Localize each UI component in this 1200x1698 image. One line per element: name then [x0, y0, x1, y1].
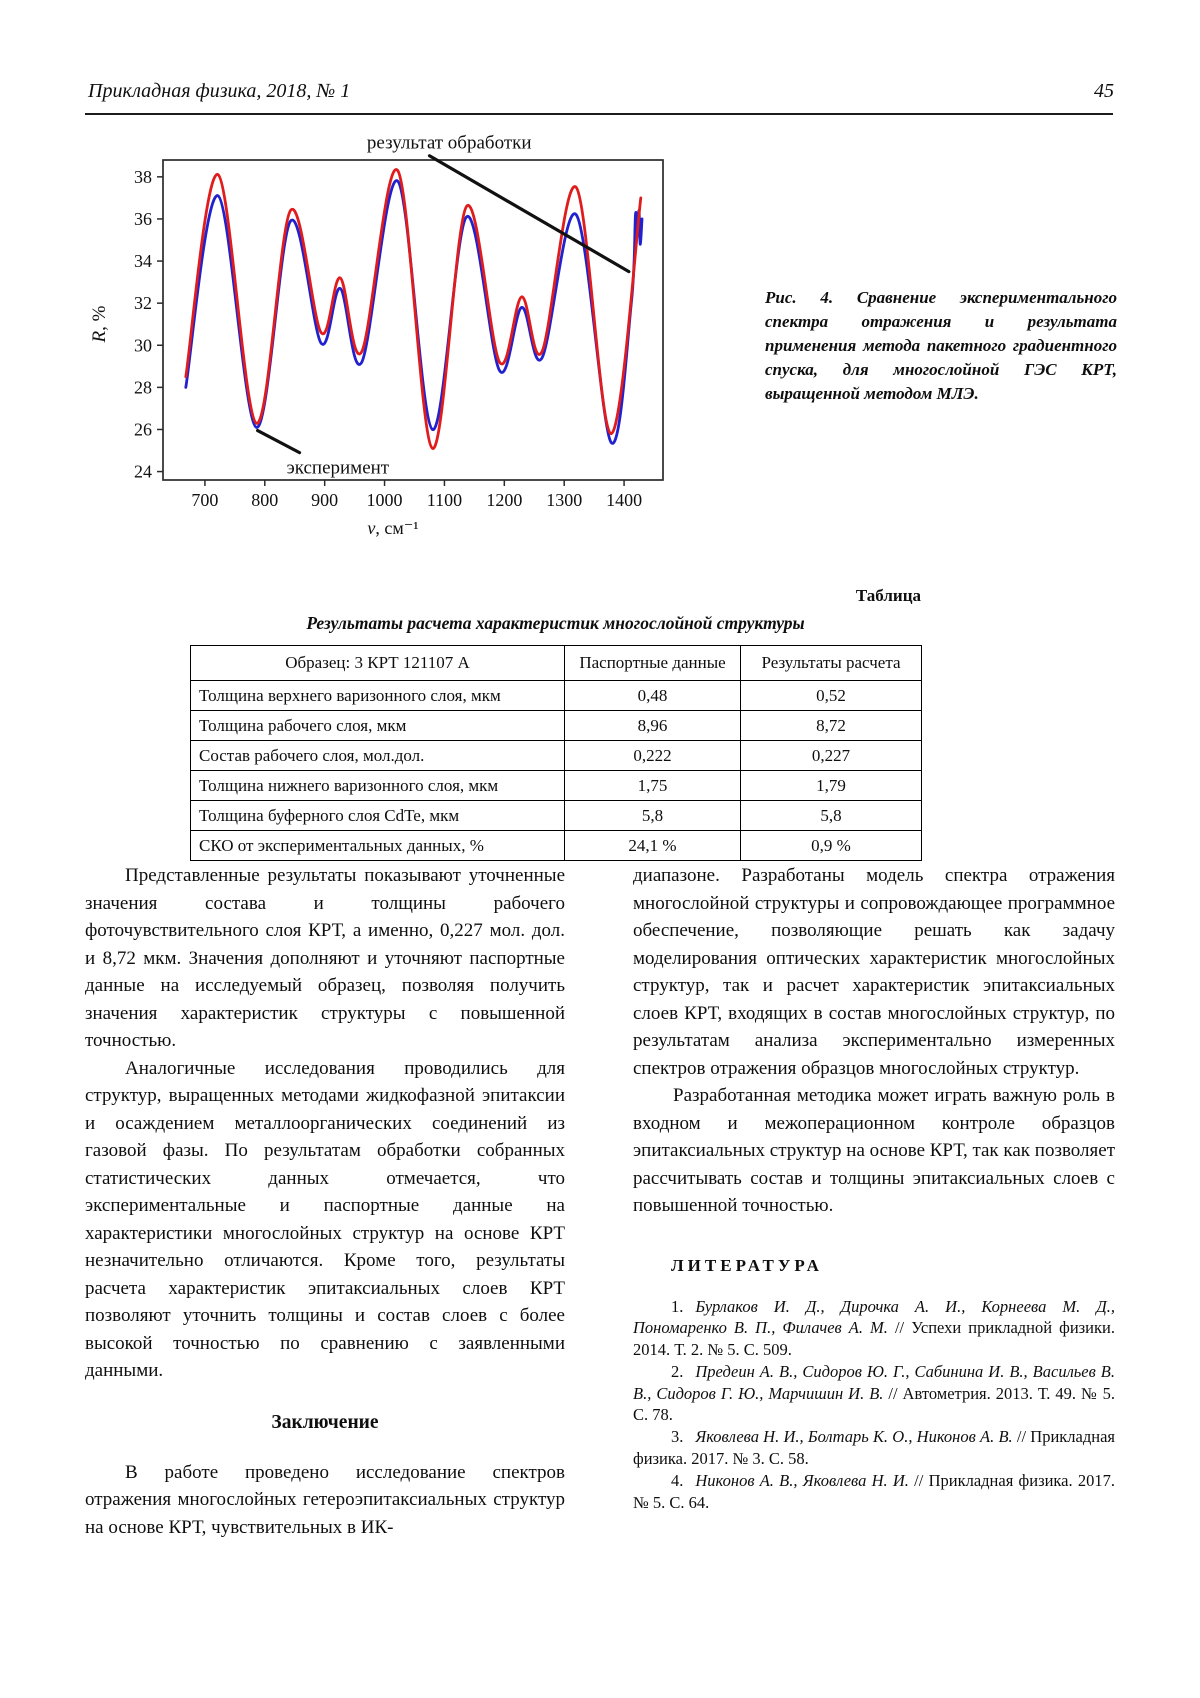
figure-caption: Рис. 4. Сравнение экспериментального спектра отражения и результата применения метода пакетного градиентного спуска, для многослойной ГЭС КРТ, выращенной методом МЛЭ.: [765, 288, 1117, 403]
row-value: 1,75: [565, 771, 741, 801]
y-tick-label: 24: [134, 461, 152, 482]
paragraph: диапазоне. Разработаны модель спектра отражения многослойной структуры и сопровождающее программное обеспечение, позволяющие решать как задачу моделирования оптических характеристик многослойных структур, так и расчет характеристик эпитаксиальных слоев КРТ, входящих в состав многослойных структур, по результатам анализа экспериментально измеренных спектров отражения образцов многослойных структур.: [633, 865, 1115, 1079]
header-rule: [85, 113, 1113, 115]
reference-authors: Предеин А. В., Сидоров Ю. Г., Сабинина И. В., Васильев В. В., Сидоров Г. Ю., Марчишин И. В.: [633, 1361, 1115, 1403]
reference-source: // Автометрия. 2013. Т. 49. № 5. С. 78.: [633, 1383, 1115, 1425]
y-axis-label: R, %: [89, 305, 110, 343]
results-table-head: [191, 646, 922, 681]
x-tick-label: 1300: [546, 490, 583, 510]
reference-number: 1.: [671, 1296, 684, 1316]
reference-item: [633, 1361, 1115, 1426]
row-parameter: СКО от экспериментальных данных, %: [191, 831, 565, 861]
table-header-cell: Паспортные данные: [565, 646, 741, 681]
reference-authors: Яковлева Н. И., Болтарь К. О., Никонов А. В.: [695, 1427, 1013, 1447]
x-tick-label: 1000: [366, 490, 403, 510]
y-tick-label: 38: [134, 166, 152, 187]
results-table: [190, 645, 922, 861]
literature-heading: ЛИТЕРАТУРА: [671, 1255, 823, 1275]
row-value: 1,79: [741, 771, 922, 801]
table-row: [191, 801, 922, 831]
table-row: [191, 771, 922, 801]
y-tick-label: 34: [134, 251, 152, 272]
right-text-column: [633, 862, 1115, 1513]
row-value: 0,222: [565, 741, 741, 771]
table-header-cell: Образец: 3 КРТ 121107 А: [191, 646, 565, 681]
y-tick-label: 28: [134, 377, 152, 398]
fit-curve: [186, 169, 641, 448]
table-row: [191, 741, 922, 771]
reference-number: 4.: [671, 1470, 684, 1490]
table-row: [191, 831, 922, 861]
reference-item: [633, 1470, 1115, 1514]
x-tick-label: 900: [311, 490, 339, 510]
x-axis-label: ν, см⁻¹: [367, 518, 419, 538]
x-tick-label: 1100: [426, 490, 463, 510]
y-tick-label: 30: [134, 335, 152, 356]
y-tick-label: 32: [134, 293, 152, 314]
row-value: 5,8: [565, 801, 741, 831]
row-parameter: Толщина буферного слоя CdTe, мкм: [191, 801, 565, 831]
conclusion-heading: Заключение: [271, 1411, 379, 1433]
row-value: 0,9 %: [741, 831, 922, 861]
x-tick-label: 1400: [606, 490, 643, 510]
row-parameter: Толщина верхнего варизонного слоя, мкм: [191, 681, 565, 711]
table-label: Таблица: [855, 586, 921, 605]
row-parameter: Состав рабочего слоя, мол.дол.: [191, 741, 565, 771]
journal-header: Прикладная физика, 2018, № 1: [88, 80, 351, 102]
row-parameter: Толщина рабочего слоя, мкм: [191, 711, 565, 741]
table-header-cell: Результаты расчета: [741, 646, 922, 681]
reference-authors: Никонов А. В., Яковлева Н. И.: [695, 1470, 909, 1490]
paragraph: Представленные результаты показывают уточненные значения состава и толщины рабочего фоточувствительного слоя КРТ, а именно, 0,227 мол. дол. и 8,72 мкм. Значения дополняют и уточняют паспортные данные на исследуемый образец, позволяя получить значения характеристик структуры с повышенной точностью.: [85, 865, 565, 1051]
row-value: 0,52: [741, 681, 922, 711]
paragraph: Аналогичные исследования проводились для структур, выращенных методами жидкофазной эпитаксии и осаждением металлоорганических соединений из газовой фазы. По результатам обработки собранных статистических данных отмечается, что экспериментальные и паспортные данные на характеристики многослойных структур на основе КРТ незначительно отличаются. Кроме того, результаты расчета характеристик эпитаксиальных слоев КРТ позволяют уточнить толщины и состав слоев с более высокой точностью по сравнению с заявленными данными.: [85, 1057, 565, 1381]
chart-svg: [85, 124, 685, 554]
paragraph: В работе проведено исследование спектров отражения многослойных гетероэпитаксиальных структур на основе КРТ, чувствительных в ИК-: [85, 1461, 565, 1538]
row-value: 0,227: [741, 741, 922, 771]
reference-item: [633, 1296, 1115, 1361]
row-value: 8,96: [565, 711, 741, 741]
row-value: 24,1 %: [565, 831, 741, 861]
row-value: 0,48: [565, 681, 741, 711]
y-tick-label: 36: [134, 208, 152, 229]
x-tick-label: 800: [251, 490, 279, 510]
reference-number: 2.: [671, 1361, 684, 1381]
row-value: 8,72: [741, 711, 922, 741]
x-tick-label: 700: [191, 490, 219, 510]
page-number: 45: [1094, 80, 1114, 102]
table-row: [191, 711, 922, 741]
table-title: Результаты расчета характеристик многослойной структуры: [306, 613, 805, 633]
experiment-annotation-pointer: [258, 431, 300, 453]
y-tick-label: 26: [134, 419, 152, 440]
row-parameter: Толщина нижнего варизонного слоя, мкм: [191, 771, 565, 801]
left-text-column: [85, 862, 565, 1541]
reference-item: [633, 1426, 1115, 1470]
reference-number: 3.: [671, 1427, 684, 1447]
experiment-annotation-label: эксперимент: [286, 457, 390, 479]
reflection-spectrum-chart: [85, 124, 685, 554]
paragraph: Разработанная методика может играть важную роль в входном и межоперационном контроле образцов эпитаксиальных структур на основе КРТ, так как позволяет рассчитывать состав и толщины эпитаксиальных слоев с повышенной точностью.: [633, 1085, 1115, 1216]
reference-source: // Успехи прикладной физики. 2014. Т. 2. № 5. С. 509.: [633, 1318, 1115, 1360]
row-value: 5,8: [741, 801, 922, 831]
table-row: [191, 681, 922, 711]
reference-source: // Прикладная физика. 2017. № 3. С. 58.: [633, 1427, 1115, 1469]
reference-authors: Бурлаков И. Д., Дирочка А. И., Корнеева М. Д., Пономаренко В. П., Филачев А. М.: [633, 1296, 1115, 1338]
x-tick-label: 1200: [486, 490, 523, 510]
results-table-body: [191, 681, 922, 861]
fit-annotation-label: результат обработки: [366, 132, 532, 154]
reference-source: // Прикладная физика. 2017. № 5. С. 64.: [633, 1470, 1116, 1512]
